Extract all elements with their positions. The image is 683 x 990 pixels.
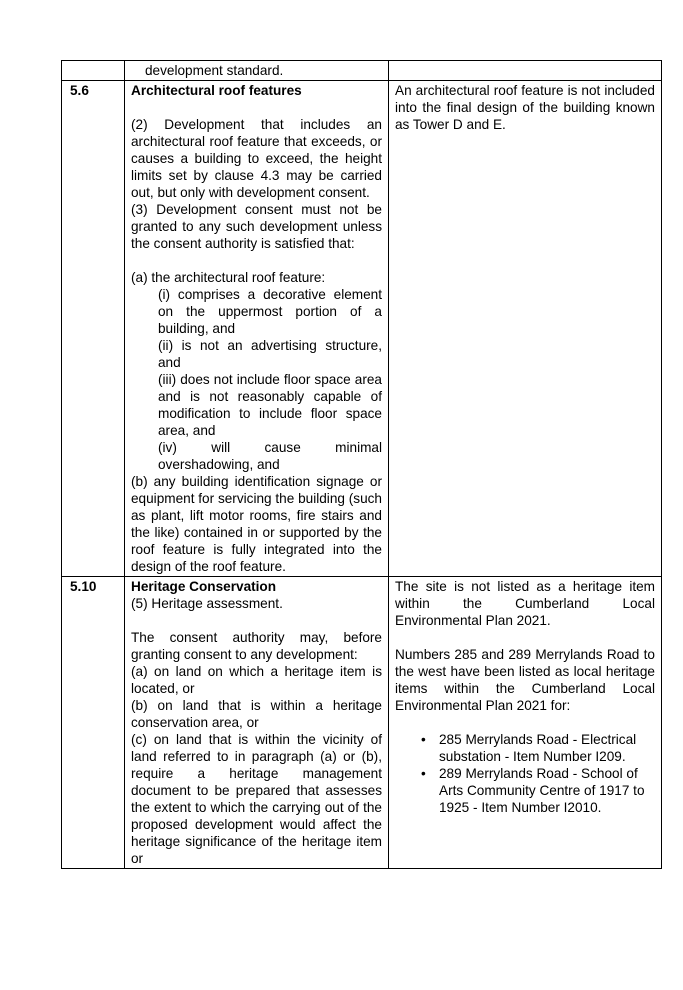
list-item-text: 289 Merrylands Road - School of Arts Community Centre of 1917 to 1925 - Item Number I2010. bbox=[439, 766, 645, 815]
clause-heading: Heritage Conservation bbox=[131, 579, 277, 594]
comment-cell bbox=[389, 61, 662, 81]
clause-subitem: (b) any building identification signage or equipment for servicing the building (such as plant, lift motor rooms, fire stairs and the like) contained in or supported by the roof feature is fully integrated into the design of the roof feature. bbox=[131, 474, 382, 574]
table-row-5-10 bbox=[62, 577, 662, 869]
clause-subitem: (iii) does not include floor space area and is not reasonably capable of modification to include floor space area, and bbox=[158, 372, 382, 438]
heritage-item-list bbox=[395, 731, 655, 816]
comment-cell: An architectural roof feature is not included into the final design of the building known as Tower D and E. bbox=[389, 81, 662, 577]
compliance-table bbox=[61, 60, 662, 869]
table-row-5-6 bbox=[62, 81, 662, 577]
table-row-continuation bbox=[62, 61, 662, 81]
clause-subitem: (iv) will cause minimal overshadowing, and bbox=[158, 440, 382, 472]
clause-number: 5.6 bbox=[62, 81, 125, 577]
clause-text-cell bbox=[125, 81, 389, 577]
continued-text: development standard. bbox=[125, 61, 389, 81]
list-item bbox=[395, 731, 655, 765]
bullet-icon: • bbox=[421, 732, 426, 747]
clause-number-cell bbox=[62, 61, 125, 81]
list-item-text: 285 Merrylands Road - Electrical substation - Item Number I209. bbox=[439, 732, 637, 764]
clause-subitem: (a) on land on which a heritage item is located, or bbox=[131, 664, 382, 696]
list-item bbox=[395, 765, 655, 816]
comment-paragraph: Numbers 285 and 289 Merrylands Road to the west have been listed as local heritage items within the Cumberland Local Environmental Plan 2021 for: bbox=[395, 647, 655, 713]
bullet-icon: • bbox=[421, 766, 426, 781]
clause-paragraph: (2) Development that includes an architectural roof feature that exceeds, or causes a building to exceed, the height limits set by clause 4.3 may be carried out, but only with development consent. bbox=[131, 117, 382, 200]
clause-subitem: (a) the architectural roof feature: bbox=[131, 270, 326, 285]
clause-number: 5.10 bbox=[62, 577, 125, 869]
clause-paragraph: (3) Development consent must not be granted to any such development unless the consent authority is satisfied that: bbox=[131, 202, 382, 251]
clause-subitem: (b) on land that is within a heritage conservation area, or bbox=[131, 698, 382, 730]
clause-text-cell bbox=[125, 577, 389, 869]
clause-subitem: (c) on land that is within the vicinity of land referred to in paragraph (a) or (b), require a heritage management document to be prepared that assesses the extent to which the carrying out of the proposed development would affect the heritage significance of the heritage item or bbox=[131, 732, 382, 866]
clause-paragraph: The consent authority may, before granting consent to any development: bbox=[131, 630, 382, 662]
clause-subitem: (ii) is not an advertising structure, and bbox=[158, 338, 382, 370]
comment-paragraph: The site is not listed as a heritage item within the Cumberland Local Environmental Plan 2021. bbox=[395, 579, 655, 628]
clause-subheading: (5) Heritage assessment. bbox=[131, 596, 283, 611]
clause-subitem: (i) comprises a decorative element on the uppermost portion of a building, and bbox=[158, 287, 382, 336]
clause-heading: Architectural roof features bbox=[131, 83, 302, 98]
comment-cell bbox=[389, 577, 662, 869]
